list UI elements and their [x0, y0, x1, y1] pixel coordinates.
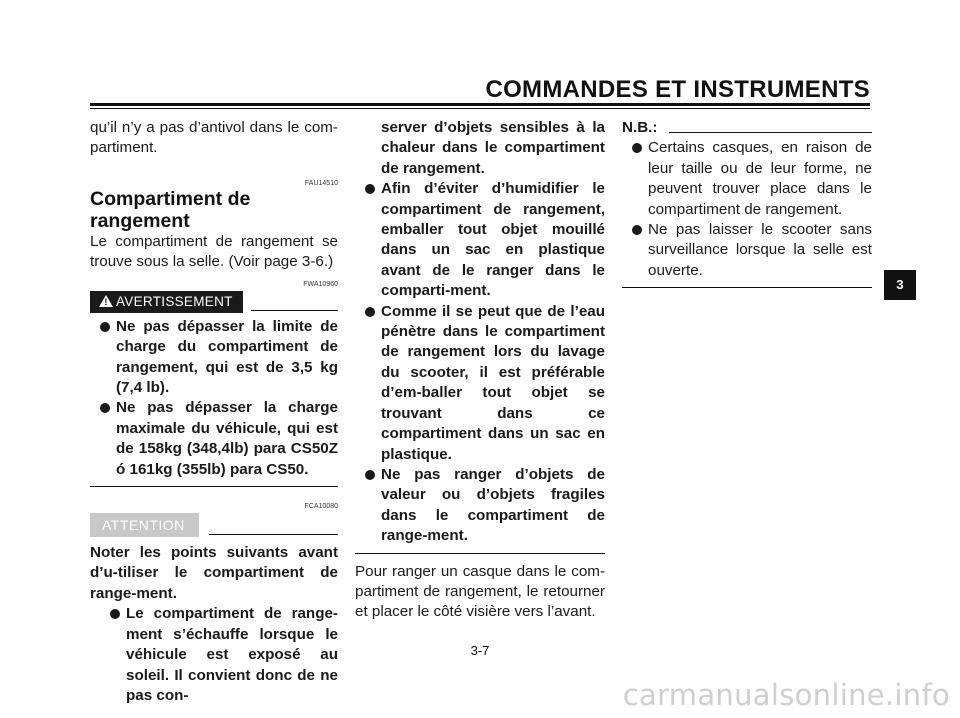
- list-item: Le compartiment de range-ment s’échauffe lorsque le véhicule est exposé au soleil. Il convient donc de ne pas con-: [100, 604, 338, 706]
- caution-end-rule: [355, 553, 605, 554]
- exclamation-icon: !: [104, 296, 108, 307]
- watermark: carmanualsonline.info: [622, 678, 950, 712]
- bullet-icon: [632, 143, 642, 153]
- column-2: [355, 118, 605, 623]
- caution-code: FCA10080: [304, 503, 338, 511]
- bullet-icon: [110, 609, 120, 619]
- section-heading: Compartiment de rangement: [90, 188, 251, 232]
- list-item: Ne pas laisser le scooter sans surveillance lorsque la selle est ouverte.: [622, 220, 872, 281]
- helmet-paragraph: Pour ranger un casque dans le com-partiment de rangement, le retourner et placer le côté visière vers l’avant.: [355, 562, 605, 621]
- list-item: Ne pas dépasser la limite de charge du compartiment de rangement, qui est de 3,5 kg (7,4 lb).: [90, 317, 338, 399]
- caution-list: [90, 604, 338, 706]
- list-item: Afin d’éviter d’humidifier le compartiment de rangement, emballer tout objet mouillé dans un sac en plastique avant de le ranger dans le comparti-ment.: [355, 179, 605, 301]
- header-rule: [90, 103, 870, 106]
- section-code: FAU14510: [304, 180, 338, 187]
- bullet-icon: [100, 403, 110, 413]
- chapter-tab[interactable]: 3: [884, 270, 916, 300]
- list-item: Comme il se peut que de l’eau pénètre dans le compartiment de rangement lors du lavage du scooter, il est préférable d’em-baller tout objet se trouvant dans ce compartiment dans un sac en plastique.: [355, 302, 605, 465]
- caution-badge: ATTENTION: [90, 513, 199, 537]
- warning-rule: [251, 310, 338, 311]
- nb-rule: [669, 132, 872, 133]
- header-rule-thin: [90, 108, 870, 109]
- list-item: Certains casques, en raison de leur taille ou de leur forme, ne peuvent trouver place dans le compartiment de rangement.: [622, 138, 872, 220]
- caution-header: [90, 511, 338, 537]
- bullet-icon: [365, 470, 375, 480]
- bullet-icon: [100, 322, 110, 332]
- page-number: 3-7: [470, 643, 490, 658]
- nb-end-rule: [622, 287, 872, 288]
- intro-text: qu’il n’y a pas d’antivol dans le com-partiment.: [90, 119, 338, 157]
- list-item: server d’objets sensibles à la chaleur dans le compartiment de rangement.: [381, 119, 605, 177]
- section-text: Le compartiment de rangement se trouve sous la selle. (Voir page 3-6.): [90, 233, 338, 271]
- bullet-icon: [365, 184, 375, 194]
- nb-label: N.B.:: [622, 119, 658, 136]
- caution-intro: Noter les points suivants avant d’u-tiliser le compartiment de range-ment.: [90, 544, 338, 602]
- column-1: [90, 118, 338, 706]
- warning-label: AVERTISSEMENT: [116, 293, 233, 309]
- caution-rule: [209, 534, 338, 535]
- column-3: [622, 118, 872, 288]
- list-item: Ne pas ranger d’objets de valeur ou d’objets fragiles dans le compartiment de range-ment.: [355, 465, 605, 547]
- warning-list: [90, 317, 338, 480]
- warning-badge: [90, 291, 243, 313]
- page-title: COMMANDES ET INSTRUMENTS: [485, 76, 870, 103]
- bullet-icon: [632, 225, 642, 235]
- warning-header: [90, 289, 338, 313]
- nb-header: [622, 118, 872, 138]
- nb-list: [622, 138, 872, 281]
- warning-code: FWA10960: [303, 280, 338, 288]
- list-item: Ne pas dépasser la charge maximale du véhicule, qui est de 158kg (348,4lb) para CS50Z ó 161kg (355lb) para CS50.: [90, 398, 338, 480]
- caution-list-continued: [355, 118, 605, 547]
- bullet-icon: [365, 307, 375, 317]
